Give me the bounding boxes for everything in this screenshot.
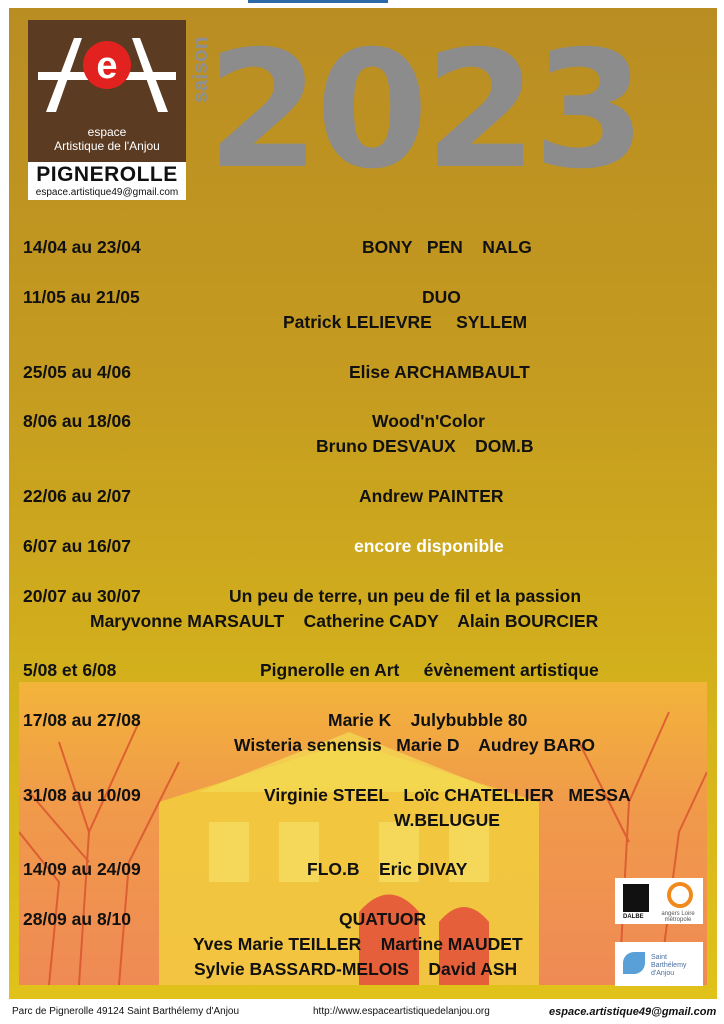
event-artists: Virginie STEEL Loïc CHATELLIER MESSA [264,785,631,805]
event-artists: Maryvonne MARSAULT Catherine CADY Alain BOURCIER [90,611,599,631]
season-label: saison [189,36,212,103]
event-date: 5/08 et 6/08 [23,660,117,680]
event-artists: Marie K Julybubble 80 [328,710,528,730]
event-title: Un peu de terre, un peu de fil et la passion [229,586,582,606]
top-accent-line [248,0,388,3]
event-artists: Elise ARCHAMBAULT [349,362,530,382]
partner-logo-saint-barthelemy [615,942,703,986]
event-artists: Wisteria senensis Marie D Audrey BARO [234,735,595,755]
poster [9,8,717,999]
logo-name: PIGNEROLLE [36,163,178,186]
event-artists: Yves Marie TEILLER Martine MAUDET [193,934,523,954]
event-date: 28/09 au 8/10 [23,909,131,929]
angers-logo-icon [667,882,693,908]
dalbe-logo-text: DALBE [623,914,644,920]
association-logo [28,20,186,200]
event-date: 31/08 au 10/09 [23,785,141,805]
logo-line-1: espace [87,125,127,139]
footer-address: Parc de Pignerolle 49124 Saint Barthélemy d'Anjou [12,1006,240,1017]
footer [0,1000,724,1024]
event-title: Wood'n'Color [372,411,485,431]
event-artists: BONY PEN NALG [362,237,532,257]
logo-line-2: Artistique de l'Anjou [54,139,160,153]
logo-name-panel [28,162,186,200]
event-artists: Bruno DESVAUX DOM.B [316,436,534,456]
event-date: 6/07 au 16/07 [23,536,131,556]
event-date: 17/08 au 27/08 [23,710,141,730]
event-date: 20/07 au 30/07 [23,586,141,606]
event-artists: Patrick LELIEVRE SYLLEM [283,312,528,332]
angers-logo-text: angers Loire métropole [661,911,695,923]
event-artists: FLO.B Eric DIVAY [307,859,468,879]
event-artists: Sylvie BASSARD-MELOIS David ASH [194,959,518,979]
event-date: 25/05 au 4/06 [23,362,131,382]
footer-website[interactable]: http://www.espaceartistiquedelanjou.org [313,1006,490,1017]
event-title: QUATUOR [339,909,427,929]
logo-email: espace.artistique49@gmail.com [35,187,179,198]
event-date: 8/06 au 18/06 [23,411,131,431]
event-date: 11/05 au 21/05 [23,287,140,307]
event-date: 14/09 au 24/09 [23,859,141,879]
event-title: Pignerolle en Art évènement artistique [260,660,599,680]
saint-barthelemy-leaf-icon [623,952,645,974]
season-year: 2023 [207,17,642,205]
footer-email[interactable]: espace.artistique49@gmail.com [549,1006,717,1018]
event-date: 22/06 au 2/07 [23,486,131,506]
event-artists: W.BELUGUE [394,810,500,830]
logo-emblem [28,20,186,124]
saint-barthelemy-text: Saint Barthélemy d'Anjou [651,954,687,977]
event-date: 14/04 au 23/04 [23,237,141,257]
event-title: DUO [422,287,461,307]
event-artists: Andrew PAINTER [359,486,504,506]
event-availability: encore disponible [354,536,504,556]
partner-logos-dalbe-angers [615,878,703,924]
svg-text:e: e [96,45,118,87]
dalbe-logo-icon [623,884,649,912]
